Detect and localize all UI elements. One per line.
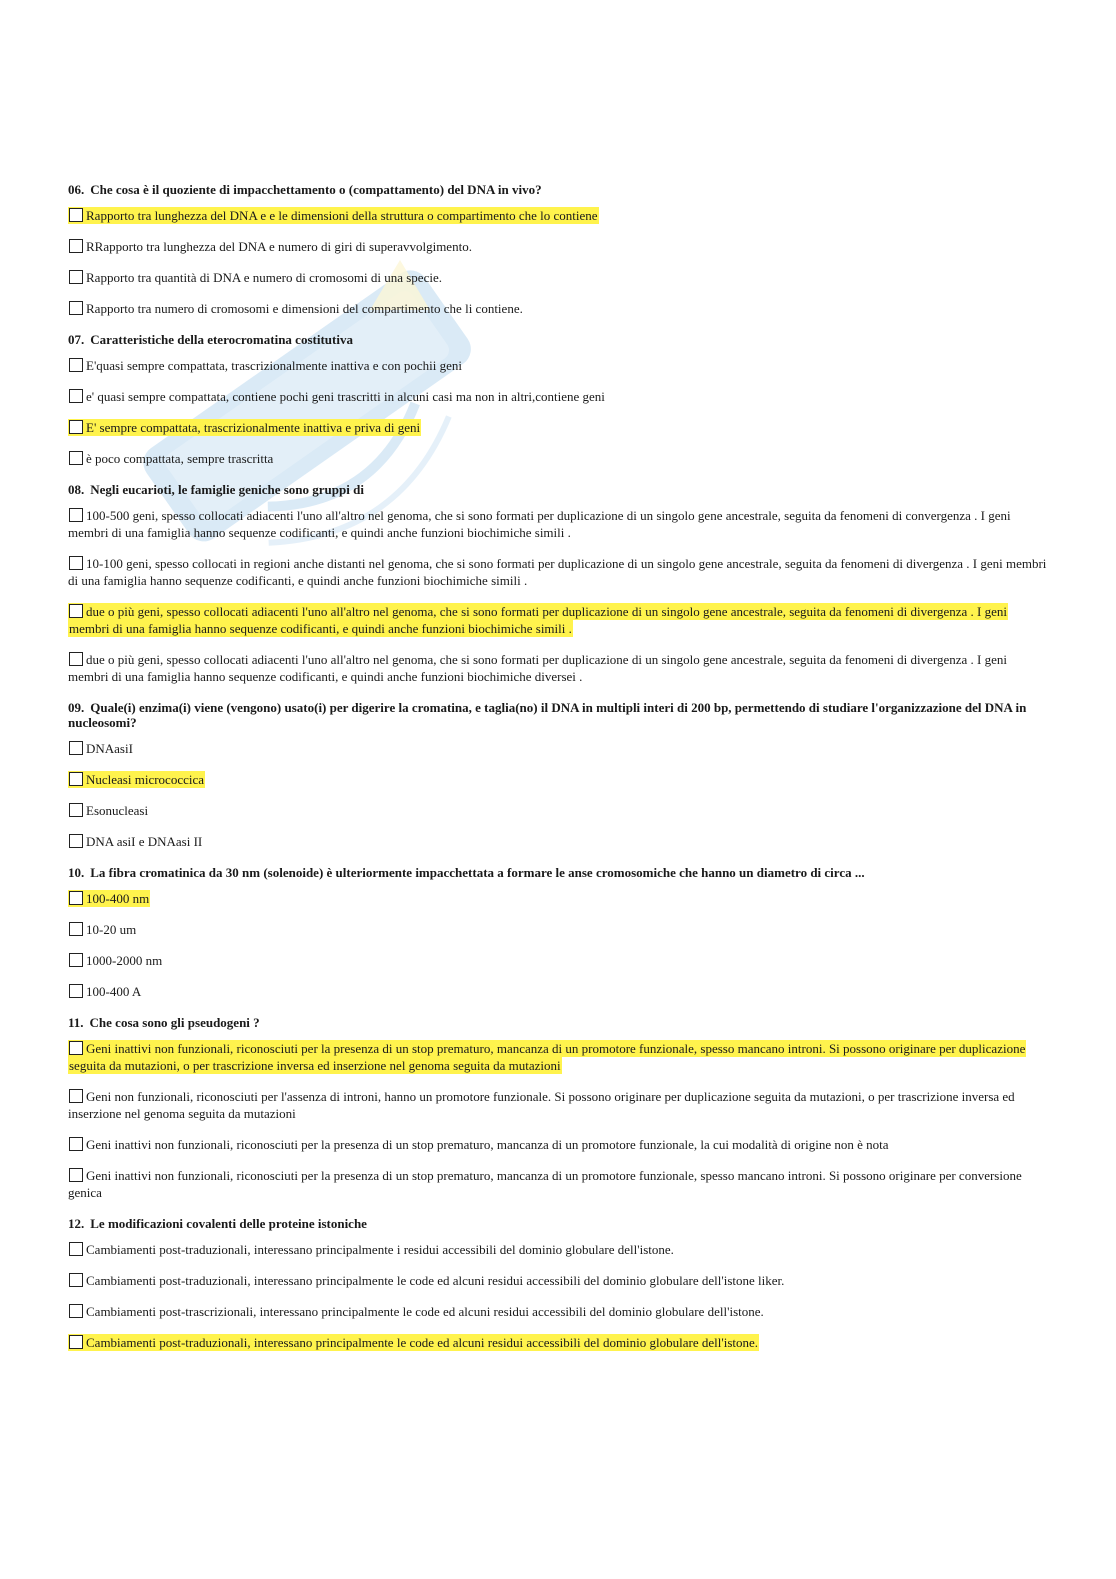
answer-option	[68, 388, 1048, 405]
answer-text: E'quasi sempre compattata, trascrizionalmente inattiva e con pochii geni	[86, 358, 462, 373]
answer-option	[68, 507, 1048, 541]
answer-checkbox[interactable]	[69, 741, 83, 755]
question-title	[68, 1015, 1048, 1030]
question-number: 09.	[68, 700, 85, 715]
answer-option	[68, 952, 1048, 969]
answer-checkbox[interactable]	[69, 301, 83, 315]
highlighted-answer	[68, 603, 1008, 637]
question-number: 10.	[68, 865, 85, 880]
question-11	[68, 1015, 1048, 1201]
answer-text: è poco compattata, sempre trascritta	[86, 451, 274, 466]
answer-option	[68, 740, 1048, 757]
answer-option	[68, 802, 1048, 819]
question-title	[68, 332, 1048, 347]
answer-checkbox[interactable]	[69, 508, 83, 522]
question-text: Che cosa sono gli pseudogeni ?	[89, 1015, 260, 1030]
answer-text: Cambiamenti post-trascrizionali, interessano principalmente le code ed alcuni residui accessibili del dominio globulare dell'istone.	[86, 1304, 764, 1319]
highlighted-answer	[68, 1334, 759, 1351]
answer-text-wrap	[68, 300, 524, 317]
answer-checkbox[interactable]	[69, 358, 83, 372]
answer-text-wrap	[68, 555, 1046, 589]
answer-text: 100-500 geni, spesso collocati adiacenti l'uno all'altro nel genoma, che si sono formati per duplicazione di un singolo gene ancestrale, seguita da fenomeni di convergenza . I geni membri di una famiglia hanno sequenze codificanti, e quindi anche funzioni biochimiche simili .	[68, 508, 1011, 540]
answer-option	[68, 1303, 1048, 1320]
answer-option	[68, 238, 1048, 255]
answer-text-wrap	[68, 740, 134, 757]
question-title	[68, 700, 1048, 730]
answer-text: 1000-2000 nm	[86, 953, 163, 968]
answer-checkbox[interactable]	[69, 1041, 83, 1055]
answer-text-wrap	[68, 1272, 785, 1289]
answer-checkbox[interactable]	[69, 984, 83, 998]
answer-text: due o più geni, spesso collocati adiacenti l'uno all'altro nel genoma, che si sono formati per duplicazione di un singolo gene ancestrale, seguita da fenomeni di divergenza . I geni membri di una famiglia hanno sequenze codificanti, e quindi anche funzioni biochimiche simili .	[69, 604, 1008, 636]
question-text: Che cosa è il quoziente di impacchettamento o (compattamento) del DNA in vivo?	[90, 182, 542, 197]
answer-text-wrap	[68, 952, 163, 969]
answer-checkbox[interactable]	[69, 270, 83, 284]
answer-option	[68, 1167, 1048, 1201]
answer-text: DNAasiI	[86, 741, 133, 756]
answer-text-wrap	[68, 269, 443, 286]
answer-text: Geni inattivi non funzionali, riconosciuti per la presenza di un stop prematuro, mancanza di un promotore funzionale, la cui modalità di origine non è nota	[86, 1137, 889, 1152]
answer-text: DNA asiI e DNAasi II	[86, 834, 203, 849]
answer-option	[68, 207, 1048, 224]
answer-option	[68, 983, 1048, 1000]
answer-text-wrap	[68, 1303, 765, 1320]
answer-checkbox[interactable]	[69, 953, 83, 967]
question-number: 11.	[68, 1015, 84, 1030]
answer-option	[68, 921, 1048, 938]
answer-checkbox[interactable]	[69, 803, 83, 817]
question-06	[68, 182, 1048, 317]
answer-checkbox[interactable]	[69, 1137, 83, 1151]
answer-text-wrap	[68, 450, 274, 467]
answer-option	[68, 1334, 1048, 1351]
question-number: 08.	[68, 482, 85, 497]
answer-option	[68, 555, 1048, 589]
question-08	[68, 482, 1048, 685]
answer-text: Rapporto tra lunghezza del DNA e e le dimensioni della struttura o compartimento che lo contiene	[86, 208, 598, 223]
answer-option	[68, 890, 1048, 907]
answer-text: 10-20 um	[86, 922, 137, 937]
answer-text: Nucleasi micrococcica	[86, 772, 205, 787]
answer-text: 100-400 nm	[86, 891, 150, 906]
highlighted-answer	[68, 419, 421, 436]
answer-checkbox[interactable]	[69, 772, 83, 786]
answer-text: Geni inattivi non funzionali, riconosciuti per la presenza di un stop prematuro, mancanza di un promotore funzionale, spesso mancano introni. Si possono originare per duplicazione seguita da mutazioni, o per trascrizione inversa ed inserzione nel genoma seguita da mutazioni	[69, 1041, 1026, 1073]
answer-checkbox[interactable]	[69, 1089, 83, 1103]
answer-text-wrap	[68, 1136, 890, 1153]
question-number: 07.	[68, 332, 85, 347]
question-title	[68, 182, 1048, 197]
question-12	[68, 1216, 1048, 1351]
question-text: La fibra cromatinica da 30 nm (solenoide) è ulteriormente impacchettata a formare le anse cromosomiche che hanno un diametro di circa ...	[90, 865, 865, 880]
question-title	[68, 865, 1048, 880]
question-text: Caratteristiche della eterocromatina costitutiva	[90, 332, 353, 347]
answer-checkbox[interactable]	[69, 1304, 83, 1318]
answer-option	[68, 1088, 1048, 1122]
answer-text-wrap	[68, 833, 203, 850]
answer-checkbox[interactable]	[69, 239, 83, 253]
answer-text-wrap	[68, 802, 149, 819]
answer-option	[68, 450, 1048, 467]
answer-option	[68, 771, 1048, 788]
answer-checkbox[interactable]	[69, 834, 83, 848]
answer-option	[68, 419, 1048, 436]
answer-text: Geni inattivi non funzionali, riconosciuti per la presenza di un stop prematuro, mancanza di un promotore funzionale, spesso mancano introni. Si possono originare per conversione genica	[68, 1168, 1022, 1200]
answer-text: Cambiamenti post-traduzionali, interessano principalmente i residui accessibili del dominio globulare dell'istone.	[86, 1242, 674, 1257]
answer-text: E' sempre compattata, trascrizionalmente inattiva e priva di geni	[86, 420, 421, 435]
answer-checkbox[interactable]	[69, 1273, 83, 1287]
answer-checkbox[interactable]	[69, 1168, 83, 1182]
answer-text: e' quasi sempre compattata, contiene pochi geni trascritti in alcuni casi ma non in altri,contiene geni	[86, 389, 605, 404]
answer-checkbox[interactable]	[69, 922, 83, 936]
answer-option	[68, 300, 1048, 317]
answer-checkbox[interactable]	[69, 556, 83, 570]
question-number: 12.	[68, 1216, 85, 1231]
question-07	[68, 332, 1048, 467]
question-09	[68, 700, 1048, 850]
question-text: Le modificazioni covalenti delle proteine istoniche	[90, 1216, 367, 1231]
answer-text: RRapporto tra lunghezza del DNA e numero di giri di superavvolgimento.	[86, 239, 472, 254]
answer-text-wrap	[68, 357, 463, 374]
question-number: 06.	[68, 182, 85, 197]
quiz-page	[68, 182, 1048, 1366]
answer-checkbox[interactable]	[69, 208, 83, 222]
highlighted-answer	[68, 771, 205, 788]
answer-option	[68, 1241, 1048, 1258]
answer-text: 10-100 geni, spesso collocati in regioni anche distanti nel genoma, che si sono formati per duplicazione di un singolo gene ancestrale, seguita da fenomeni di divergenza . I geni membri di una famiglia hanno sequenze codificanti, e quindi anche funzioni biochimiche simili .	[68, 556, 1047, 588]
answer-text-wrap	[68, 1241, 675, 1258]
answer-text: due o più geni, spesso collocati adiacenti l'uno all'altro nel genoma, che si sono formati per duplicazione di un singolo gene ancestrale, seguita da fenomeni di divergenza . I geni membri di una famiglia hanno sequenze codificanti, e quindi anche funzioni biochimiche diversei .	[68, 652, 1008, 684]
answer-text: 100-400 A	[86, 984, 142, 999]
answer-text: Rapporto tra numero di cromosomi e dimensioni del compartimento che li contiene.	[86, 301, 523, 316]
answer-option	[68, 651, 1048, 685]
answer-option	[68, 1272, 1048, 1289]
highlighted-answer	[68, 1040, 1026, 1074]
answer-text-wrap	[68, 507, 1011, 541]
answer-option	[68, 269, 1048, 286]
answer-option	[68, 833, 1048, 850]
question-10	[68, 865, 1048, 1000]
answer-text-wrap	[68, 921, 137, 938]
answer-text-wrap	[68, 238, 473, 255]
answer-checkbox[interactable]	[69, 451, 83, 465]
question-title	[68, 1216, 1048, 1231]
answer-checkbox[interactable]	[69, 420, 83, 434]
answer-text-wrap	[68, 388, 606, 405]
answer-text: Esonucleasi	[86, 803, 149, 818]
highlighted-answer	[68, 207, 599, 224]
answer-option	[68, 603, 1048, 637]
answer-text: Geni non funzionali, riconosciuti per l'assenza di introni, hanno un promotore funzionale. Si possono originare per duplicazione seguita da mutazioni, o per trascrizione inversa ed inserzione nel genoma seguita da mutazioni	[68, 1089, 1015, 1121]
answer-text: Cambiamenti post-traduzionali, interessano principalmente le code ed alcuni residui accessibili del dominio globulare dell'istone.	[86, 1335, 759, 1350]
highlighted-answer	[68, 890, 150, 907]
answer-checkbox[interactable]	[69, 1335, 83, 1349]
answer-option	[68, 357, 1048, 374]
answer-option	[68, 1040, 1048, 1074]
answer-checkbox[interactable]	[69, 1242, 83, 1256]
answer-text-wrap	[68, 1088, 1015, 1122]
answer-text-wrap	[68, 1167, 1022, 1201]
answer-text-wrap	[68, 983, 142, 1000]
answer-checkbox[interactable]	[69, 652, 83, 666]
answer-checkbox[interactable]	[69, 389, 83, 403]
answer-checkbox[interactable]	[69, 604, 83, 618]
question-title	[68, 482, 1048, 497]
answer-text-wrap	[68, 651, 1007, 685]
question-text: Negli eucarioti, le famiglie geniche sono gruppi di	[90, 482, 364, 497]
answer-option	[68, 1136, 1048, 1153]
answer-checkbox[interactable]	[69, 891, 83, 905]
answer-text: Cambiamenti post-traduzionali, interessano principalmente le code ed alcuni residui accessibili del dominio globulare dell'istone liker.	[86, 1273, 785, 1288]
question-text: Quale(i) enzima(i) viene (vengono) usato(i) per digerire la cromatina, e taglia(no) il DNA in multipli interi di 200 bp, permettendo di studiare l'organizzazione del DNA in nucleosomi?	[68, 700, 1027, 730]
answer-text: Rapporto tra quantità di DNA e numero di cromosomi di una specie.	[86, 270, 442, 285]
